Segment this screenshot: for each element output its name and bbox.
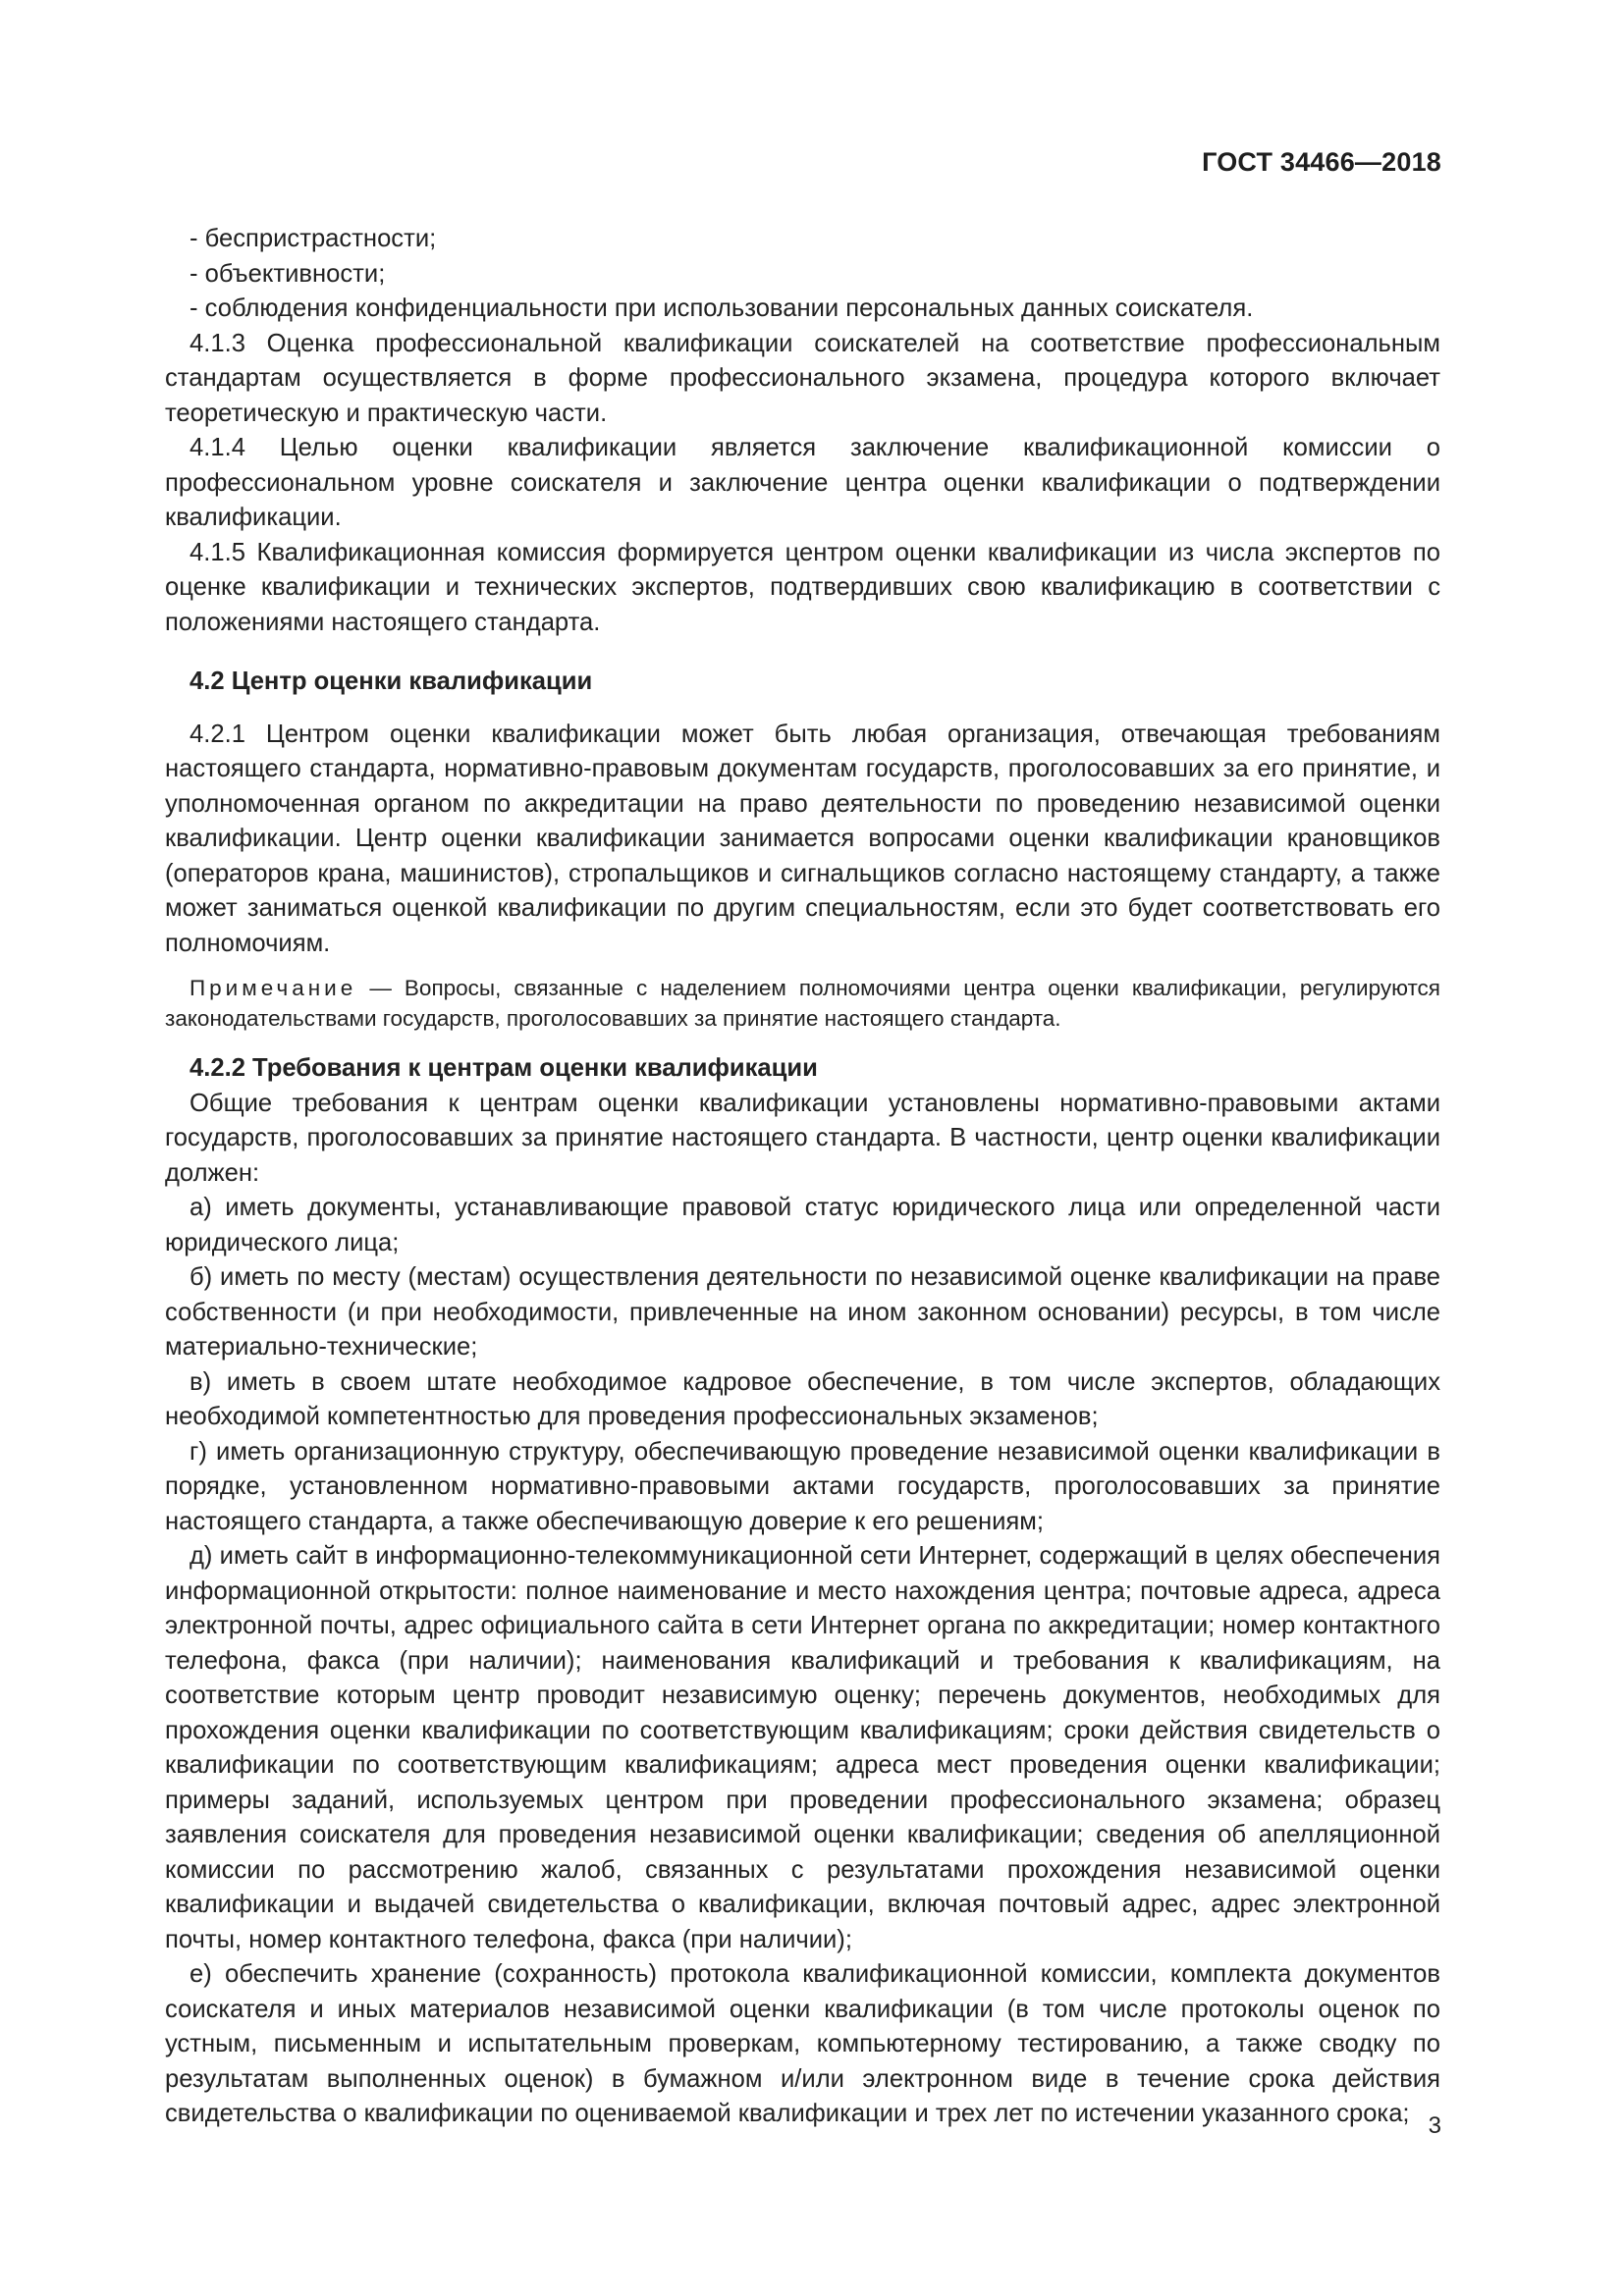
clause-4-2-1: 4.2.1 Центром оценки квалификации может быть любая организация, отвечающая требованиям настоящего стандарта, нормативно-правовым документам государств, проголосовавших за его принятие, и уполномоченная органом по аккредитации на право деятельности по проведению независимой оценки квалификации. Центр оценки квалификации занимается вопросами оценки квалификации крановщиков (операторов крана, машинистов), стропальщиков и сигнальщиков согласно настоящему стандарту, а также может заниматься оценкой квалификации по другим специальностям, если это будет соответствовать его полномочиям. [165, 720, 1440, 957]
note-text: — Вопросы, связанные с наделением полномочиями центра оценки квалификации, регулируются законодательствами государств, проголосовавших за принятие настоящего стандарта. [165, 976, 1440, 1031]
section-heading-4-2-2: 4.2.2 Требования к центрам оценки квалификации [189, 1054, 818, 1082]
page-number: 3 [1428, 2112, 1441, 2139]
clause-4-1-4: 4.1.4 Целью оценки квалификации является заключение квалификационной комиссии о профессиональном уровне соискателя и заключение центра оценки квалификации о подтверждении квалификации. [165, 434, 1440, 531]
clause-4-1-3: 4.1.3 Оценка профессиональной квалификации соискателей на соответствие профессиональным стандартам осуществляется в форме профессионального экзамена, процедура которого включает теоретическую и практическую части. [165, 329, 1440, 427]
list-item: - объективности; [189, 259, 386, 288]
page-content [165, 222, 1440, 2132]
list-item: - беспристрастности; [189, 225, 437, 252]
list-item-v: в) иметь в своем штате необходимое кадровое обеспечение, в том числе экспертов, обладающих необходимой компетентностью для проведения профессиональных экзаменов; [165, 1367, 1440, 1430]
note [165, 973, 1440, 1034]
document-code: ГОСТ 34466—2018 [1202, 147, 1441, 177]
list-item-e: е) обеспечить хранение (сохранность) протокола квалификационной комиссии, комплекта документов соискателя и иных материалов независимой оценки квалификации (в том числе протоколы оценок по устным, письменным и испытательным проверкам, компьютерному тестированию, а также сводку по результатам выполненных оценок) в бумажном и/или электронном виде в течение срока действия свидетельства о квалификации по оцениваемой квалификации и трех лет по истечении указанного срока; [165, 1960, 1440, 2127]
list-item-g: г) иметь организационную структуру, обеспечивающую проведение независимой оценки квалификации в порядке, установленном нормативно-правовыми актами государств, проголосовавших за принятие настоящего стандарта, а также обеспечивающую доверие к его решениям; [165, 1437, 1440, 1535]
section-heading-4-2: 4.2 Центр оценки квалификации [189, 667, 593, 695]
list-item: - соблюдения конфиденциальности при использовании персональных данных соискателя. [189, 294, 1254, 322]
clause-4-1-5: 4.1.5 Квалификационная комиссия формируется центром оценки квалификации из числа экспертов по оценке квалификации и технических экспертов, подтвердивших свою квалификацию в соответствии с положениями настоящего стандарта. [165, 538, 1440, 636]
list-item-b: б) иметь по месту (местам) осуществления деятельности по независимой оценке квалификации на праве собственности (и при необходимости, привлеченные на ином законном основании) ресурсы, в том числе материально-технические; [165, 1263, 1440, 1361]
list-item-d: д) иметь сайт в информационно-телекоммуникационной сети Интернет, содержащий в целях обеспечения информационной открытости: полное наименование и место нахождения центра; почтовые адреса, адреса электронной почты, адрес официального сайта в сети Интернет органа по аккредитации; номер контактного телефона, факса (при наличии); наименования квалификаций и требования к квалификациям, на соответствие которым центр проводит независимую оценку; перечень документов, необходимых для прохождения оценки квалификации по соответствующим квалификациям; сроки действия свидетельств о квалификации по соответствующим квалификациям; адреса мест проведения оценки квалификации; примеры заданий, используемых центром при проведении профессионального экзамена; образец заявления соискателя для проведения независимой оценки квалификации; сведения об апелляционной комиссии по рассмотрению жалоб, связанных с результатами прохождения независимой оценки квалификации и выдачей свидетельства о квалификации, включая почтовый адрес, адрес электронной почты, номер контактного телефона, факса (при наличии); [165, 1542, 1440, 1953]
clause-4-2-2-intro: Общие требования к центрам оценки квалификации установлены нормативно-правовыми актами государств, проголосовавших за принятие настоящего стандарта. В частности, центр оценки квалификации должен: [165, 1089, 1440, 1187]
note-label: Примечание [189, 976, 357, 1000]
list-item-a: а) иметь документы, устанавливающие правовой статус юридического лица или определенной части юридического лица; [165, 1194, 1440, 1256]
